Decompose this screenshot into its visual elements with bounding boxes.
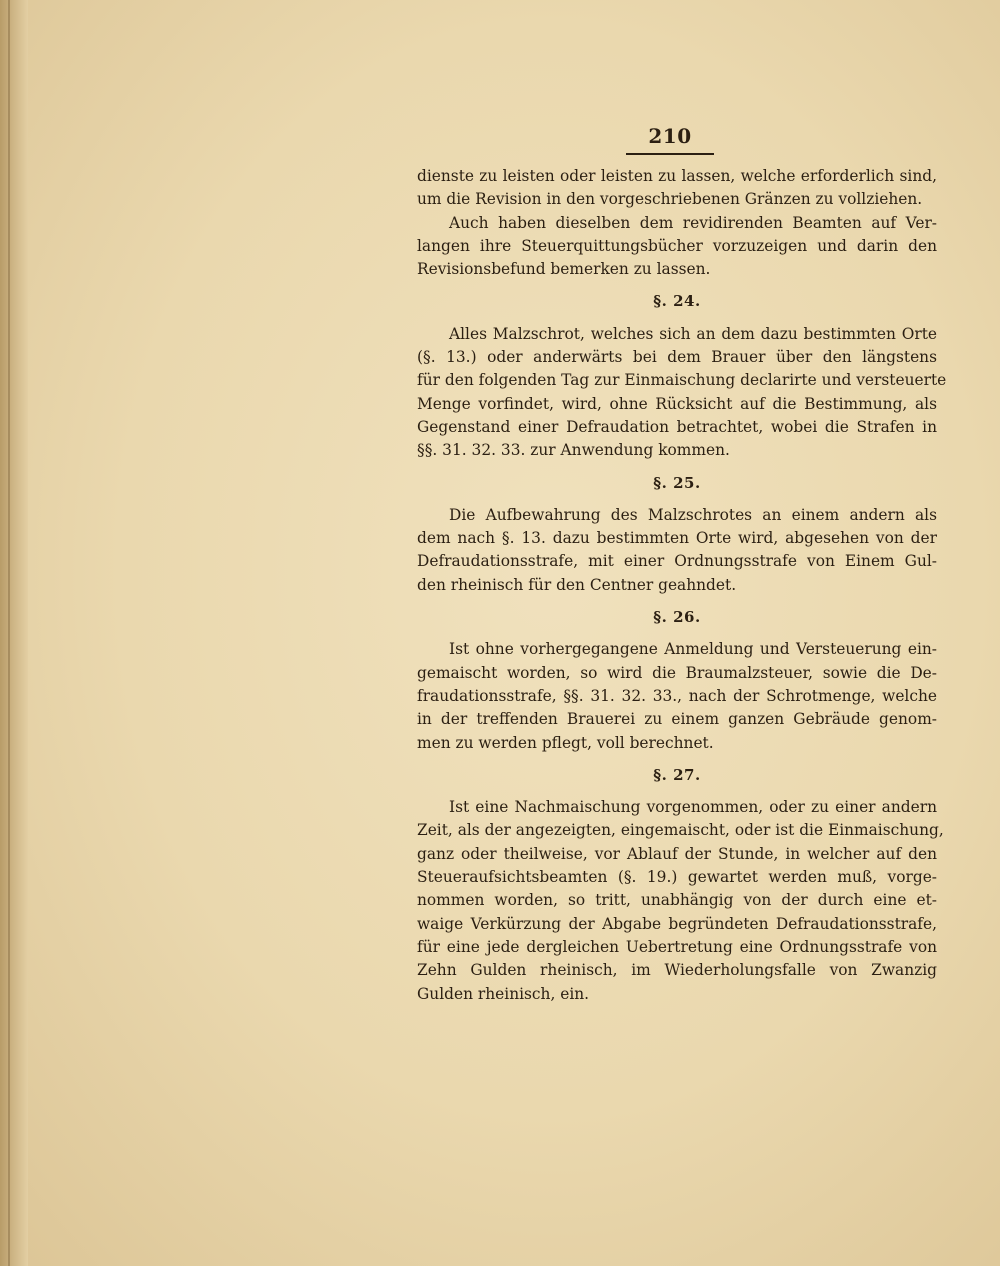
section-heading-24: §. 24. <box>653 292 701 311</box>
text-line: langen ihre Steuerquittungsbücher vorzuzeigen und darin den <box>417 236 937 255</box>
text-line: dem nach §. 13. dazu bestimmten Orte wird, abgesehen von der <box>417 529 937 548</box>
body-text <box>417 165 947 1006</box>
text-line: Revisionsbefund bemerken zu lassen. <box>417 260 711 279</box>
section-25-paragraph <box>417 504 937 597</box>
page-number: 210 <box>648 124 692 148</box>
text-line: Ist ohne vorhergegangene Anmeldung und Versteuerung ein- <box>449 640 937 659</box>
text-line: ganz oder theilweise, vor Ablauf der Stunde, in welcher auf den <box>417 844 937 863</box>
text-line: (§. 13.) oder anderwärts bei dem Brauer über den längstens <box>417 348 937 367</box>
text-line: den rheinisch für den Centner geahndet. <box>417 575 737 594</box>
intro-paragraph-2 <box>417 212 937 282</box>
section-24-paragraph <box>417 323 947 463</box>
text-line: Auch haben dieselben dem revidirenden Beamten auf Ver- <box>449 213 937 232</box>
text-line: Die Aufbewahrung des Malzschrotes an einem andern als <box>449 505 937 524</box>
text-line: Menge vorfindet, wird, ohne Rücksicht auf die Bestimmung, als <box>417 394 937 413</box>
section-heading-27: §. 27. <box>653 765 701 784</box>
page-gutter <box>0 0 28 1266</box>
text-line: men zu werden pflegt, voll berechnet. <box>417 733 714 752</box>
text-line: Alles Malzschrot, welches sich an dem dazu bestimmten Orte <box>449 324 937 343</box>
text-line: gemaischt worden, so wird die Braumalzsteuer, sowie die De- <box>417 663 937 682</box>
section-heading-26: §. 26. <box>653 608 701 627</box>
text-line: Ist eine Nachmaischung vorgenommen, oder zu einer andern <box>449 798 937 817</box>
text-line: Gulden rheinisch, ein. <box>417 984 590 1003</box>
text-line: nommen worden, so tritt, unabhängig von der durch eine et- <box>417 891 937 910</box>
intro-paragraph <box>417 165 937 212</box>
text-line: für eine jede dergleichen Uebertretung eine Ordnungsstrafe von <box>417 937 937 956</box>
text-line: Steueraufsichtsbeamten (§. 19.) gewartet werden muß, vorge- <box>417 868 937 887</box>
text-line: Gegenstand einer Defraudation betrachtet, wobei die Strafen in <box>417 417 937 436</box>
text-line: §§. 31. 32. 33. zur Anwendung kommen. <box>417 441 730 460</box>
text-line: fraudationsstrafe, §§. 31. 32. 33., nach der Schrotmenge, welche <box>417 686 937 705</box>
section-heading-25: §. 25. <box>653 473 701 492</box>
text-line: waige Verkürzung der Abgabe begründeten Defraudationsstrafe, <box>417 914 937 933</box>
section-27-paragraph <box>417 796 944 1006</box>
text-line: Zeit, als der angezeigten, eingemaischt, oder ist die Einmaischung, <box>417 821 944 840</box>
text-line: um die Revision in den vorgeschriebenen Gränzen zu vollziehen. <box>417 190 923 209</box>
text-line: in der treffenden Brauerei zu einem ganzen Gebräude genom- <box>417 710 937 729</box>
binding-edge <box>8 0 10 1266</box>
header-rule <box>626 153 714 155</box>
text-line: Defraudationsstrafe, mit einer Ordnungsstrafe von Einem Gul- <box>417 552 937 571</box>
text-line: Zehn Gulden rheinisch, im Wiederholungsfalle von Zwanzig <box>417 961 937 980</box>
text-line: dienste zu leisten oder leisten zu lassen, welche erforderlich sind, <box>417 167 937 185</box>
section-26-paragraph <box>417 638 937 754</box>
text-line: für den folgenden Tag zur Einmaischung declarirte und versteuerte <box>417 371 947 390</box>
